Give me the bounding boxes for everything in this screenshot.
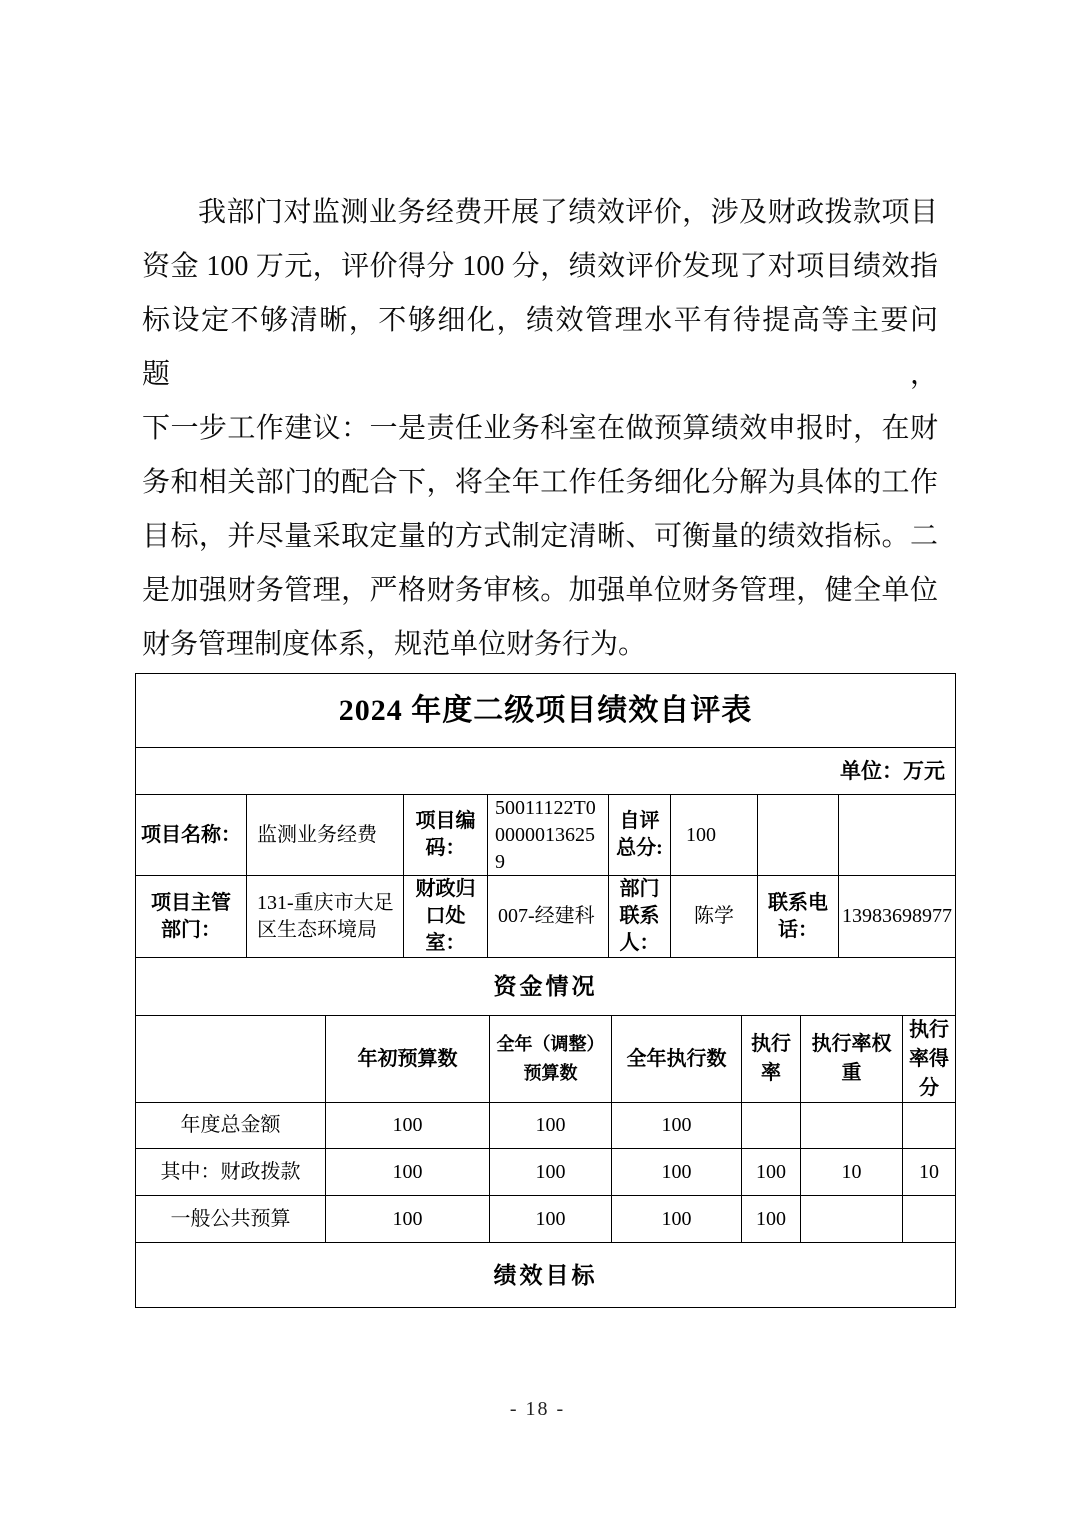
funding-header-row — [136, 1016, 956, 1103]
funding-header-initial-budget: 年初预算数 — [326, 1016, 490, 1103]
unit-label: 单位：万元 — [136, 748, 956, 795]
funding-row-label: 其中：财政拨款 — [136, 1149, 326, 1196]
page-number: - 18 - — [509, 1398, 566, 1420]
paragraph-line: 目标，并尽量采取定量的方式制定清晰、可衡量的绩效指标。二 — [142, 521, 938, 552]
contact-phone-label-text: 联系电话： — [768, 891, 828, 941]
contact-phone-value: 13983698977 — [839, 876, 956, 958]
funding-cell: 10 — [903, 1149, 956, 1196]
contact-phone-label — [758, 876, 839, 958]
paragraph-line: 资金 100 万元，评价得分 100 分，绩效评价发现了对项目绩效指 — [142, 251, 938, 282]
summary-paragraph — [142, 186, 938, 672]
finance-office-value: 007-经建科 — [488, 876, 609, 958]
supervising-department-label — [136, 876, 247, 958]
funding-header-exec-rate: 执行率 — [742, 1016, 801, 1103]
department-info-row — [136, 876, 956, 958]
funding-cell: 100 — [742, 1149, 801, 1196]
contact-person-label: 部门联系人： — [609, 876, 671, 958]
funding-header-empty — [136, 1016, 326, 1103]
funding-cell: 100 — [612, 1196, 742, 1243]
funding-cell: 100 — [742, 1196, 801, 1243]
funding-cell — [801, 1103, 903, 1149]
funding-cell — [903, 1103, 956, 1149]
performance-section-row — [136, 1243, 956, 1308]
info-empty-cell — [839, 795, 956, 876]
contact-person-value: 陈学 — [671, 876, 758, 958]
info-empty-cell — [758, 795, 839, 876]
funding-row-fiscal-allocation — [136, 1149, 956, 1196]
project-name-value: 监测业务经费 — [247, 795, 404, 876]
project-code-label: 项目编码： — [404, 795, 488, 876]
paragraph-line: 务和相关部门的配合下，将全年工作任务细化分解为具体的工作 — [142, 467, 938, 498]
paragraph-line: 下一步工作建议：一是责任业务科室在做预算绩效申报时，在财 — [142, 413, 938, 444]
funding-cell: 100 — [326, 1103, 490, 1149]
funding-header-exec-rate-weight: 执行率权重 — [801, 1016, 903, 1103]
self-score-value: 100 — [671, 795, 758, 876]
funding-cell — [801, 1196, 903, 1243]
funding-header-executed: 全年执行数 — [612, 1016, 742, 1103]
supervising-department-value: 131-重庆市大足区生态环境局 — [247, 876, 404, 958]
funding-row-annual-total — [136, 1103, 956, 1149]
paragraph-line: 是加强财务管理，严格财务审核。加强单位财务管理，健全单位 — [142, 575, 938, 606]
funding-cell: 100 — [326, 1149, 490, 1196]
funding-cell: 100 — [490, 1149, 612, 1196]
funding-header-adjusted-budget: 全年（调整）预算数 — [490, 1016, 612, 1103]
funding-cell: 100 — [612, 1103, 742, 1149]
project-name-label: 项目名称： — [136, 795, 247, 876]
project-info-row — [136, 795, 956, 876]
funding-cell: 100 — [612, 1149, 742, 1196]
self-evaluation-table — [135, 673, 956, 1308]
funding-cell — [903, 1196, 956, 1243]
funding-cell: 100 — [326, 1196, 490, 1243]
funding-row-label: 一般公共预算 — [136, 1196, 326, 1243]
funding-header-exec-rate-score: 执行率得分 — [903, 1016, 956, 1103]
paragraph-line: 财务管理制度体系，规范单位财务行为。 — [142, 629, 647, 660]
performance-section-title: 绩效目标 — [136, 1243, 956, 1308]
table-title-row — [136, 674, 956, 748]
funding-row-label: 年度总金额 — [136, 1103, 326, 1149]
funding-row-general-public-budget — [136, 1196, 956, 1243]
paragraph-line: 我部门对监测业务经费开展了绩效评价，涉及财政拨款项目 — [198, 197, 938, 228]
funding-cell: 100 — [490, 1103, 612, 1149]
funding-section-title: 资金情况 — [136, 958, 956, 1016]
funding-section-row — [136, 958, 956, 1016]
supervising-department-label-text: 项目主管部门： — [151, 891, 231, 941]
project-code-value: 50011122T000000136259 — [488, 795, 609, 876]
funding-cell: 10 — [801, 1149, 903, 1196]
funding-cell — [742, 1103, 801, 1149]
paragraph-line: 标设定不够清晰，不够细化，绩效管理水平有待提高等主要问题， — [142, 305, 938, 390]
table-title: 2024 年度二级项目绩效自评表 — [136, 674, 956, 748]
funding-cell: 100 — [490, 1196, 612, 1243]
unit-row — [136, 748, 956, 795]
finance-office-label: 财政归口处室： — [404, 876, 488, 958]
self-score-label: 自评总分: — [609, 795, 671, 876]
